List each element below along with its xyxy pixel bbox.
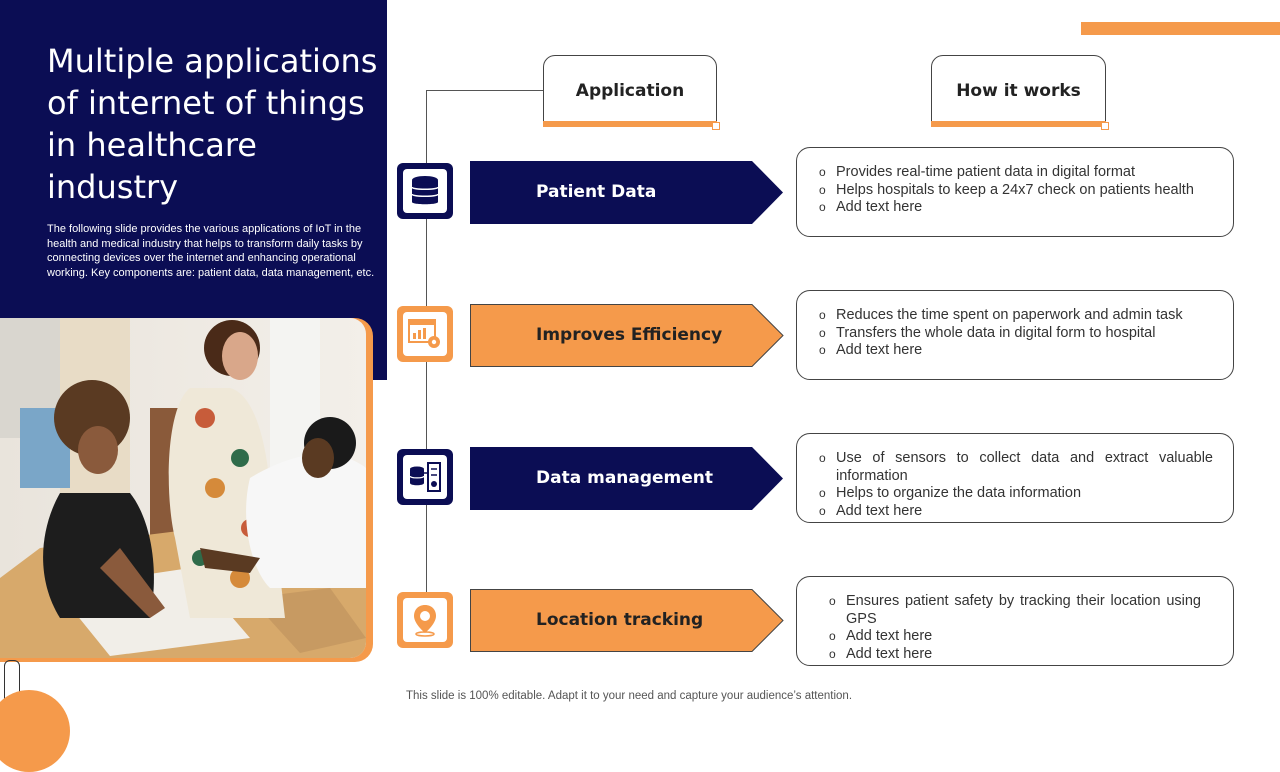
how-it-works-header-label: How it works [956,81,1081,101]
slide-title: Multiple applications of internet of things in healthcare industry [47,42,378,206]
header-underline [931,121,1106,127]
description-item: o Helps hospitals to keep a 24x7 check on patients health [817,182,1213,200]
arrow-location-tracking [470,589,784,652]
description-item: o Add text here [827,628,1201,646]
description-item: o Add text here [817,503,1213,521]
top-accent-bar [1081,22,1280,35]
header-corner [712,122,720,130]
connector-line [426,90,544,91]
description-item: o Add text here [817,342,1213,360]
description-item: o Ensures patient safety by tracking their location using GPS [827,593,1201,628]
description-box-data-management [796,433,1234,523]
description-box-location-tracking [796,576,1234,666]
description-item: o Transfers the whole data in digital form to hospital [817,325,1213,343]
application-label: Patient Data [536,182,657,202]
description-item: o Helps to organize the data information [817,485,1213,503]
description-item: o Reduces the time spent on paperwork and admin task [817,307,1213,325]
row-icon-data-management [397,449,453,505]
description-item: o Add text here [817,199,1213,217]
description-box-improves-efficiency [796,290,1234,380]
description-item: o Add text here [827,646,1201,664]
header-underline [543,121,717,127]
arrow-improves-efficiency [470,304,784,367]
how-it-works-header [931,55,1106,127]
application-label: Improves Efficiency [536,325,723,345]
application-header-label: Application [575,81,685,101]
description-box-patient-data [796,147,1234,237]
application-label: Location tracking [536,610,704,630]
slide-description: The following slide provides the various applications of IoT in the health and medical industry that helps to transform daily tasks by connecting devices over the internet and enhancing operational working. Key components are: patient data, data management, etc. [47,223,375,279]
footer-note: This slide is 100% editable. Adapt it to your need and capture your audience’s attention. [406,690,853,702]
row-icon-improves-efficiency [397,306,453,362]
application-label: Data management [536,468,714,488]
application-header [543,55,717,127]
row-icon-patient-data [397,163,453,219]
arrow-patient-data [470,161,784,224]
header-corner [1101,122,1109,130]
data-management-icon [408,461,442,493]
row-icon-location-tracking [397,592,453,648]
database-icon [410,175,440,207]
description-item: o Provides real-time patient data in digital format [817,164,1213,182]
description-item: o Use of sensors to collect data and extract valuable information [817,450,1213,485]
decorative-circle [0,690,70,772]
arrow-data-management [470,447,784,510]
team-meeting-photo [0,318,366,658]
efficiency-chart-gear-icon [408,318,442,350]
location-pin-icon [411,603,439,637]
